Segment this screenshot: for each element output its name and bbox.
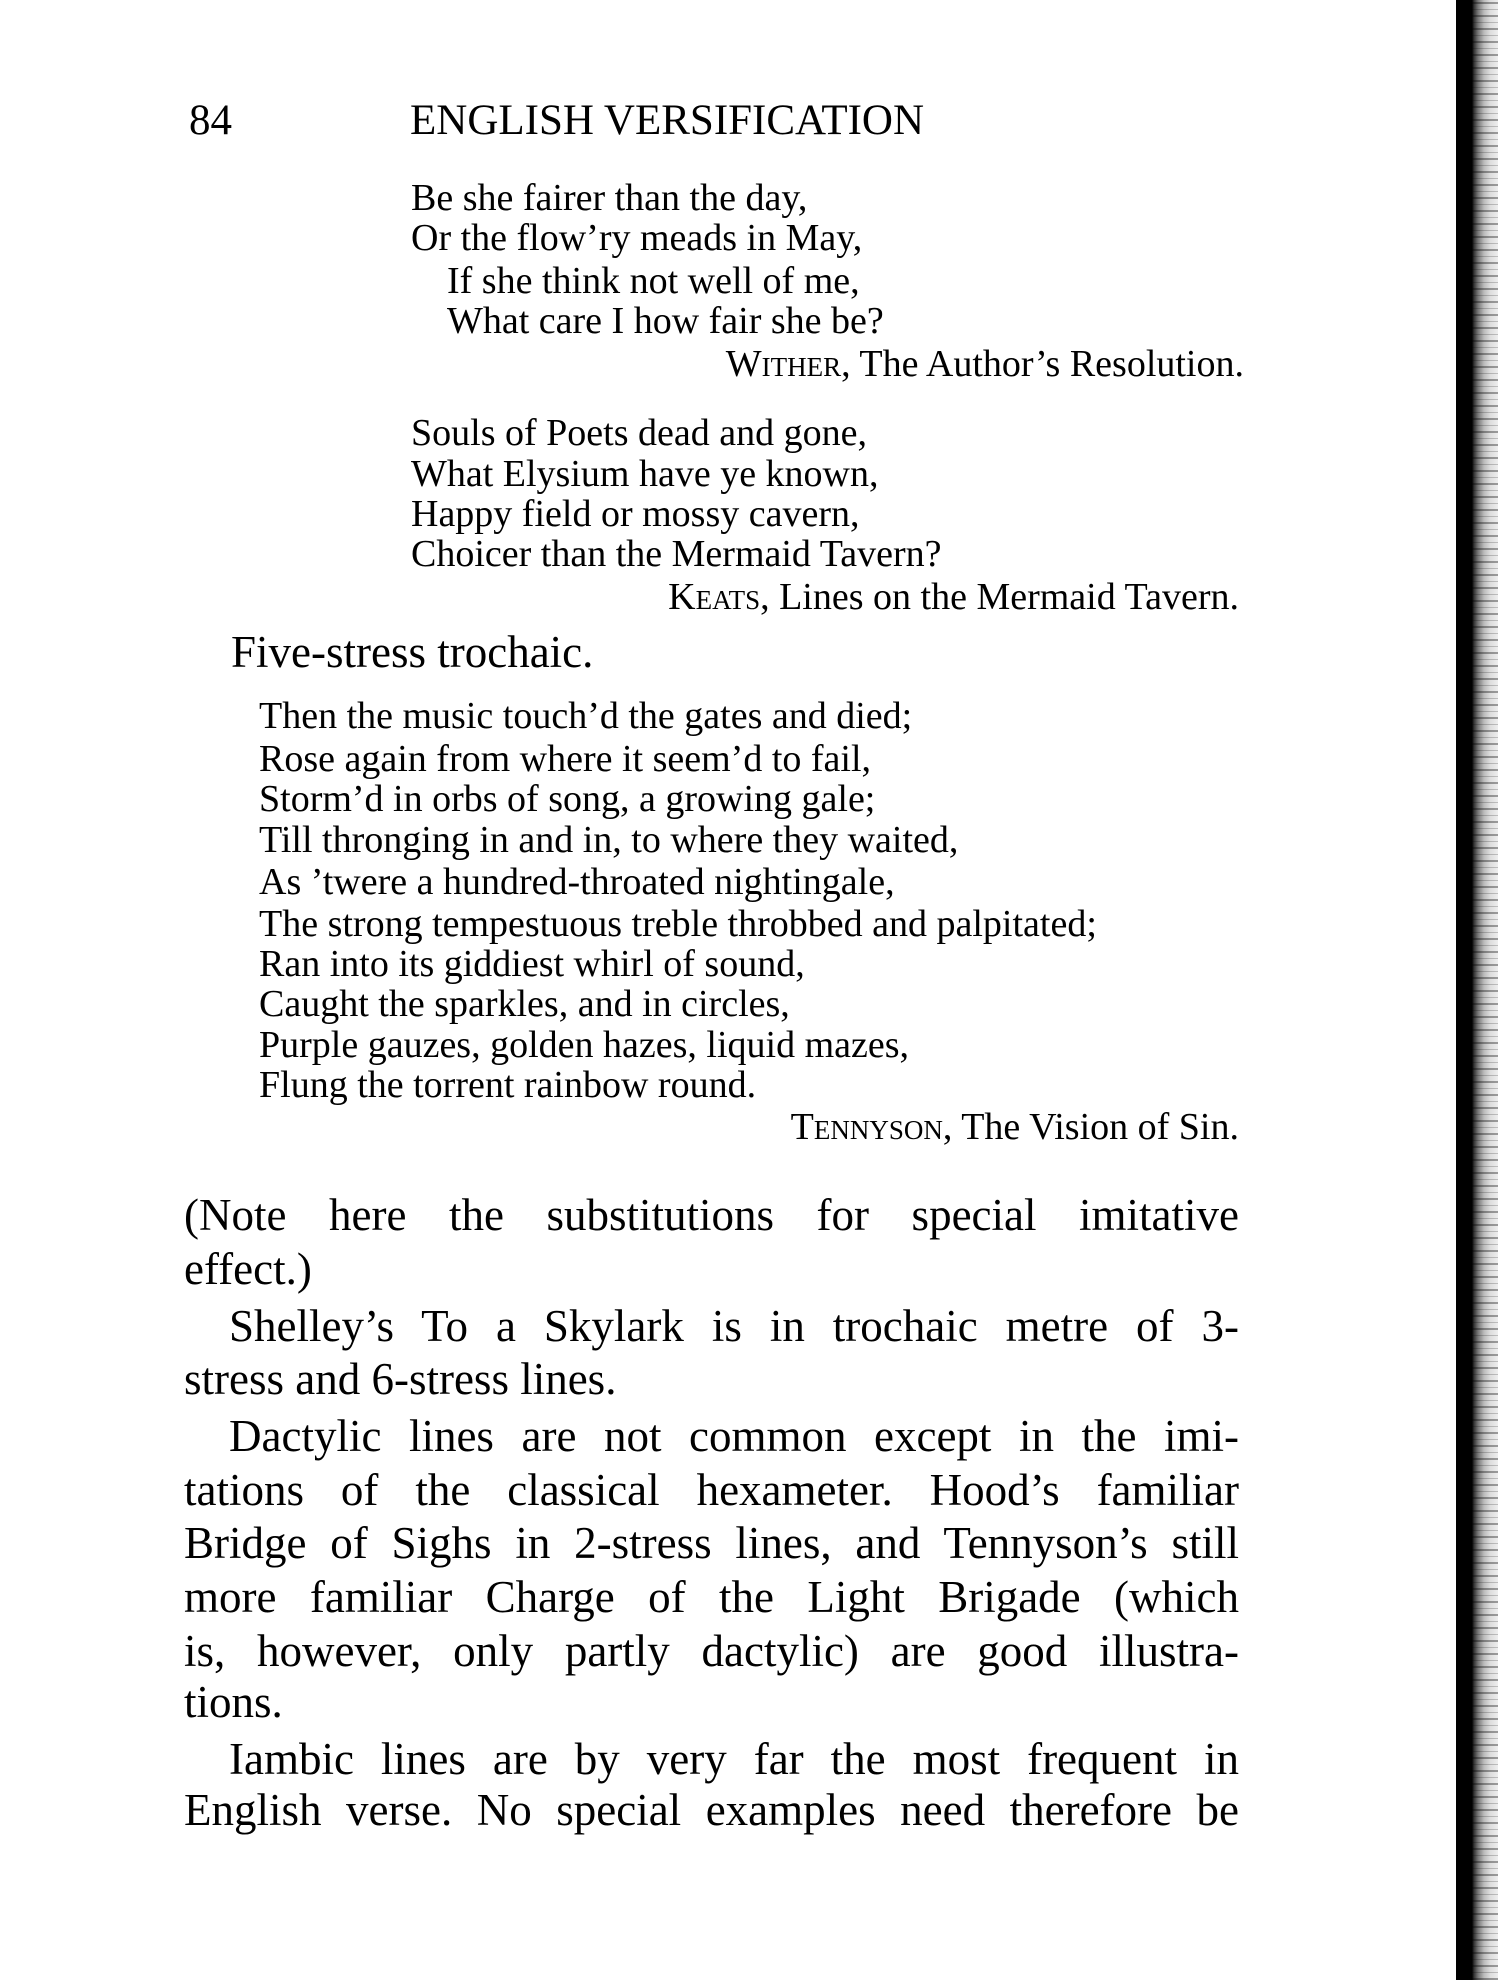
verse-line: What Elysium have ye known, (411, 453, 879, 495)
verse-line: Choicer than the Mermaid Tavern? (411, 533, 942, 575)
attribution-author: Tennyson (790, 1106, 943, 1148)
verse-line: Souls of Poets dead and gone, (411, 412, 867, 454)
verse-line: Storm’d in orbs of song, a growing gale; (259, 778, 876, 820)
attribution-author: Wither (725, 343, 842, 385)
running-title: ENGLISH VERSIFICATION (410, 97, 925, 144)
body-line: tions. (184, 1677, 283, 1727)
verse-line: Happy field or mossy cavern, (411, 493, 860, 535)
body-line: tations of the classical hexameter. Hood’s familiar (184, 1465, 1239, 1515)
verse-line: Caught the sparkles, and in circles, (259, 983, 790, 1025)
attribution-author: Keats (668, 576, 761, 618)
body-line: more familiar Charge of the Light Brigade (which (184, 1572, 1239, 1622)
verse-line: Be she fairer than the day, (411, 177, 808, 219)
body-line: English verse. No special examples need therefore be (184, 1785, 1239, 1835)
verse-line: Ran into its giddiest whirl of sound, (259, 943, 805, 985)
page-number: 84 (189, 97, 232, 144)
body-line: Shelley’s To a Skylark is in trochaic metre of 3- (229, 1301, 1239, 1351)
verse-line: Or the flow’ry meads in May, (411, 217, 863, 259)
attribution-work: , Lines on the Mermaid Tavern. (760, 576, 1239, 618)
verse-line: What care I how fair she be? (447, 300, 884, 342)
body-line: is, however, only partly dactylic) are good illustra- (184, 1626, 1239, 1676)
verse-line: Flung the torrent rainbow round. (259, 1064, 757, 1106)
attribution-work: , The Author’s Resolution. (841, 343, 1244, 385)
body-line: effect.) (184, 1244, 312, 1294)
body-line: Bridge of Sighs in 2-stress lines, and Tennyson’s still (184, 1518, 1239, 1568)
attribution-work: , The Vision of Sin. (942, 1106, 1239, 1148)
book-binding-edge (1456, 0, 1498, 1980)
attribution (791, 1108, 1239, 1146)
body-line: Iambic lines are by very far the most frequent in (229, 1734, 1239, 1784)
verse-line: As ’twere a hundred-throated nightingale, (259, 861, 895, 903)
verse-line: If she think not well of me, (447, 260, 860, 302)
body-line: Dactylic lines are not common except in the imi- (229, 1411, 1239, 1461)
verse-line: The strong tempestuous treble throbbed and palpitated; (259, 903, 1097, 945)
verse-line: Till thronging in and in, to where they waited, (259, 819, 959, 861)
attribution (668, 578, 1239, 616)
body-line: stress and 6-stress lines. (184, 1354, 617, 1404)
section-subheading: Five-stress trochaic. (231, 627, 594, 677)
verse-line: Rose again from where it seem’d to fail, (259, 738, 872, 780)
body-line: (Note here the substitutions for special imitative (184, 1190, 1239, 1240)
verse-line: Purple gauzes, golden hazes, liquid mazes, (259, 1024, 910, 1066)
verse-line: Then the music touch’d the gates and died; (259, 695, 913, 737)
attribution (726, 345, 1244, 383)
